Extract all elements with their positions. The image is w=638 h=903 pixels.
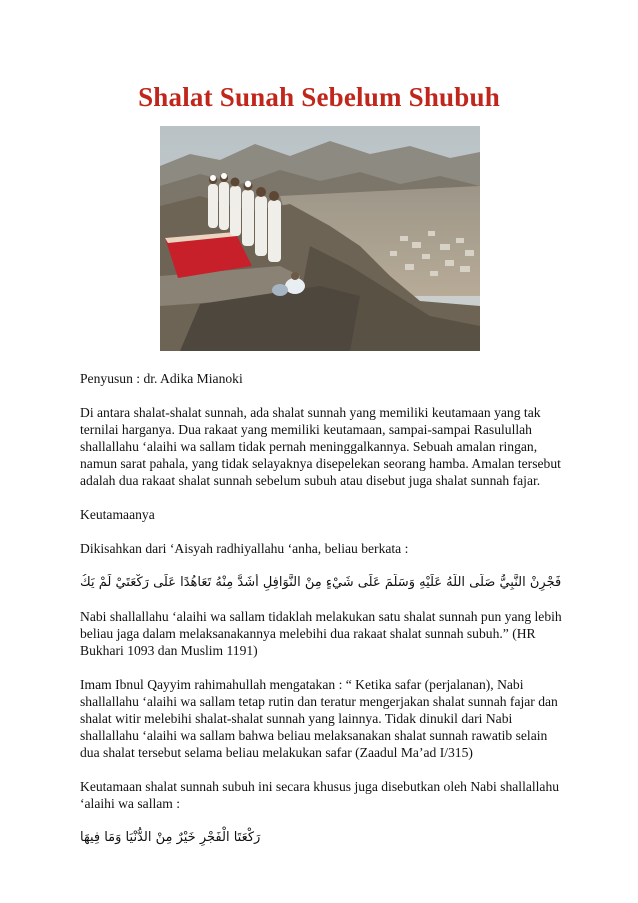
intro-paragraph: Di antara shalat-shalat sunnah, ada shalat sunnah yang memiliki keutamaan yang tak ternilai harganya. Dua rakaat yang memiliki keutamaan, sampai-sampai Rasulullah shallallahu ‘alaihi wa sallam tidak pernah meninggalkannya. Sebuah amalan ringan, namun sarat pahala, yang tidak selayaknya disepelekan seorang hamba. Amalan tersebut adalah dua rakaat shalat sunnah sebelum subuh atau disebut juga shalat sunnah fajar. xyxy=(80,405,561,488)
hadith-translation: Nabi shallallahu ‘alaihi wa sallam tidaklah melakukan satu shalat sunnah pun yang lebih beliau jaga dalam melaksanakannya melebihi dua rakaat shalat sunnah subuh.” (HR Bukhari 1093 dan Muslim 1191) xyxy=(80,609,562,658)
closing-paragraph: Keutamaan shalat sunnah subuh ini secara khusus juga disebutkan oleh Nabi shallallahu ‘alaihi wa sallam : xyxy=(80,779,560,811)
section-heading: Keutamaanya xyxy=(80,507,155,522)
cover-photo xyxy=(160,126,480,351)
hadith-intro: Dikisahkan dari ‘Aisyah radhiyallahu ‘anha, beliau berkata : xyxy=(80,541,409,556)
closing-arabic: رَكْعَتَا الْفَجْرِ خَيْرٌ مِنْ الدُّنْيَا وَمَا فِيهَا xyxy=(80,830,261,845)
author-line: Penyusun : dr. Adika Mianoki xyxy=(80,371,243,386)
hadith-arabic: فَجْرِنْ النَّبِيُّ صَلَّى اللَّهُ عَلَيْهِ وَسَلَّمَ عَلَى شَيْءٍ مِنْ النَّوَافِلِ أَشَدَّ مِنْهُ تَعَاهُدًا عَلَى رَكْعَتَيْ لَمْ يَكُ xyxy=(80,575,562,590)
article-body xyxy=(80,370,570,863)
ibnul-qayyim-quote: Imam Ibnul Qayyim rahimahullah mengatakan : “ Ketika safar (perjalanan), Nabi shallallahu ‘alaihi wa sallam tetap rutin dan teratur mengerjakan shalat sunnah fajar dan shalat witir melebihi shalat-shalat sunnah yang lainnya. Tidak dinukil dari Nabi shallallahu ‘alaihi wa sallam bahwa beliau melaksanakan shalat sunnah rawatib selain dua shalat tersebut selama beliau melakukan safar (Zaadul Ma’ad I/315) xyxy=(80,677,558,760)
page-title: Shalat Sunah Sebelum Shubuh xyxy=(138,82,500,112)
